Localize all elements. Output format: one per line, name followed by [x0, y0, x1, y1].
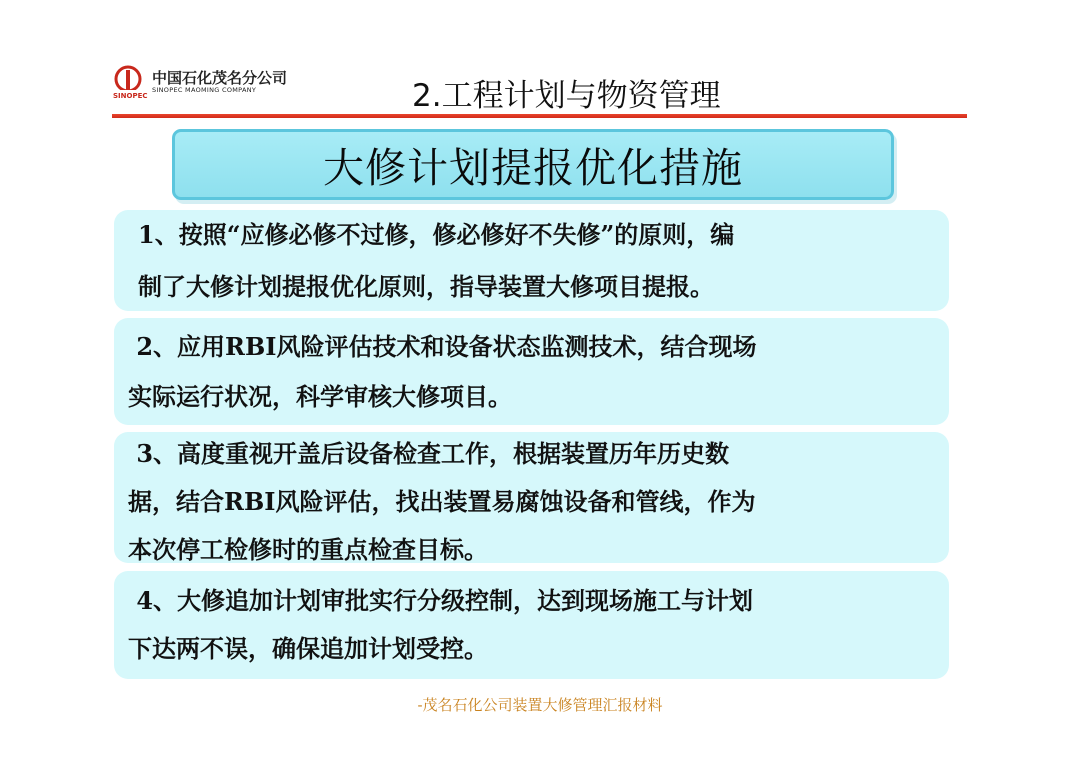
- header-divider: [112, 114, 967, 118]
- sinopec-logo-icon: [112, 64, 148, 100]
- measure-card-1: [114, 210, 949, 311]
- measure-text-3: 3、高度重视开盖后设备检查工作，根据装置历年历史数 据，结合RBI风险评估，找出装置易腐蚀设备和管线，作为 本次停工检修时的重点检查目标。: [128, 439, 756, 564]
- measure-text-4: 4、大修追加计划审批实行分级控制，达到现场施工与计划 下达两不误，确保追加计划受控。: [128, 586, 754, 663]
- logo-wordmark: SINOPEC: [113, 92, 148, 100]
- measure-text-2: 2、应用RBI风险评估技术和设备状态监测技术，结合现场 实际运行状况，科学审核大修项目。: [128, 332, 757, 411]
- company-name-cn: 中国石化茂名分公司: [152, 69, 288, 87]
- measure-card-4: [114, 571, 949, 679]
- section-title: 2.工程计划与物资管理: [412, 78, 721, 114]
- footer-caption: -茂名石化公司装置大修管理汇报材料: [417, 696, 663, 714]
- company-name-en: SINOPEC MAOMING COMPANY: [152, 86, 257, 94]
- measure-card-2: [114, 318, 949, 425]
- company-logo: [112, 64, 287, 100]
- slide-title-banner: [172, 129, 894, 200]
- slide-title: 大修计划提报优化措施: [323, 144, 743, 192]
- measure-text-1: 1、按照“应修必修不过修，修必修好不失修”的原则，编 制了大修计划提报优化原则，指导装置大修项目提报。: [138, 220, 735, 301]
- measure-card-3: [114, 432, 949, 563]
